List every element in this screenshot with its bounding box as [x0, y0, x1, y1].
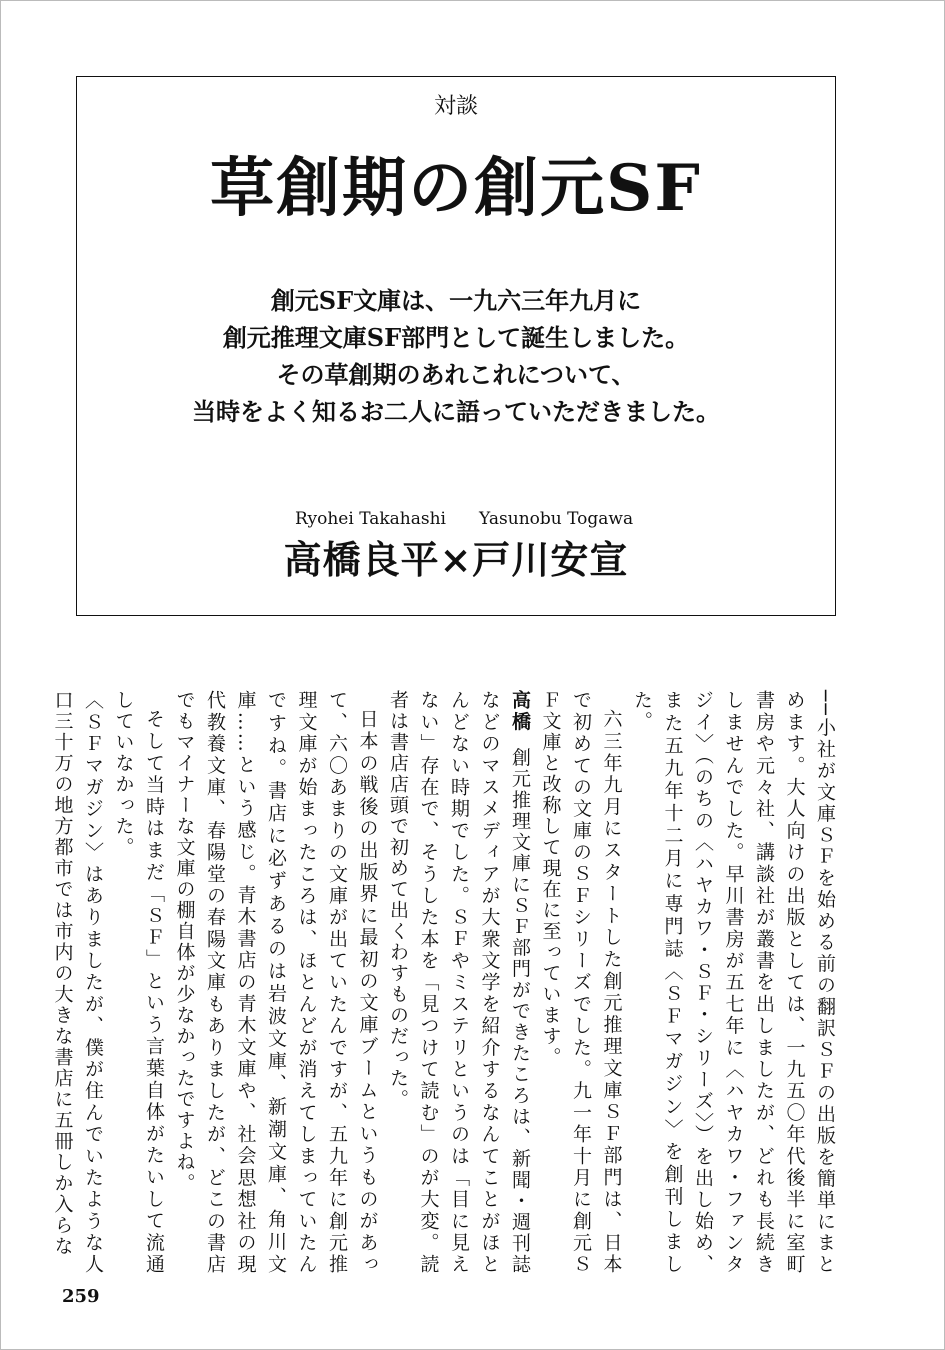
lead-line: 当時をよく知るお二人に語っていただきました。	[192, 397, 720, 426]
lead-line: その草創期のあれこれについて、	[276, 360, 636, 389]
paragraph: 六三年九月にスタートした創元推理文庫ＳＦ部門は、日本で初めての文庫のＳＦシリーズでした。九一年十月に創元ＳＦ文庫と改称して現在に至っています。	[539, 690, 623, 1275]
lead-text	[77, 282, 835, 430]
article-body	[51, 690, 840, 1276]
title-box	[76, 76, 836, 616]
page-number: 259	[62, 1286, 100, 1307]
paragraph: ──小社が文庫ＳＦを始める前の翻訳ＳＦの出版を簡単にまとめます。大人向けの出版としては、一九五〇年代後半に室町書房や元々社、講談社が叢書を出しましたが、どれも長続きしませんでした。早川書房が五七年に〈ハヤカワ・ファンタジイ〉（のちの〈ハヤカワ・ＳＦ・シリーズ〉）を出し始め、また五九年十二月に専門誌〈ＳＦマガジン〉を創刊しました。	[631, 690, 836, 1276]
speaker-romaji-takahashi: Ryohei Takahashi	[295, 509, 446, 529]
paragraph: 〈ＳＦマガジン〉はありましたが、僕が住んでいたような人口三十万の地方都市では市内の大きな書店に五冊しか入らな	[51, 690, 104, 1276]
speaker-romaji-togawa: Yasunobu Togawa	[479, 509, 634, 529]
lead-line: 創元SF文庫は、一九六三年九月に	[270, 286, 642, 315]
paragraph	[383, 690, 536, 1275]
paragraph-text: 創元推理文庫にＳＦ部門ができたころは、新聞・週刊誌などのマスメディアが大衆文学を紹介するなんてことがほとんどない時期でした。ＳＦやミステリというのは「目に見えない」存在で、そうした本を「見つけて読む」のが大変。読者は書店店頭で初めて出くわすものだった。	[387, 690, 531, 1276]
lead-line: 創元推理文庫SF部門として誕生しました。	[222, 323, 690, 352]
page-title: 草創期の創元SF	[210, 151, 702, 226]
speaker-tag: 高橋	[509, 690, 531, 733]
paragraph: 日本の戦後の出版界に最初の文庫ブームというものがあって、六〇あまりの文庫が出ていたんですが、五九年に創元推理文庫が始まったころは、ほとんどが消えてしまっていたんですね。書店に必ずあるのは岩波文庫、新潮文庫、角川文庫……という感じ。青木書店の青木文庫や、社会思想社の現代教養文庫、春陽堂の春陽文庫もありましたが、どこの書店でもマイナーな文庫の棚自体が少なかったですよね。	[173, 690, 379, 1275]
section-label: 対談	[433, 94, 478, 119]
paragraph: そして当時はまだ「ＳＦ」という言葉自体がたいして流通していなかった。	[112, 690, 165, 1275]
speaker-names: 高橋良平×戸川安宣	[283, 537, 629, 582]
